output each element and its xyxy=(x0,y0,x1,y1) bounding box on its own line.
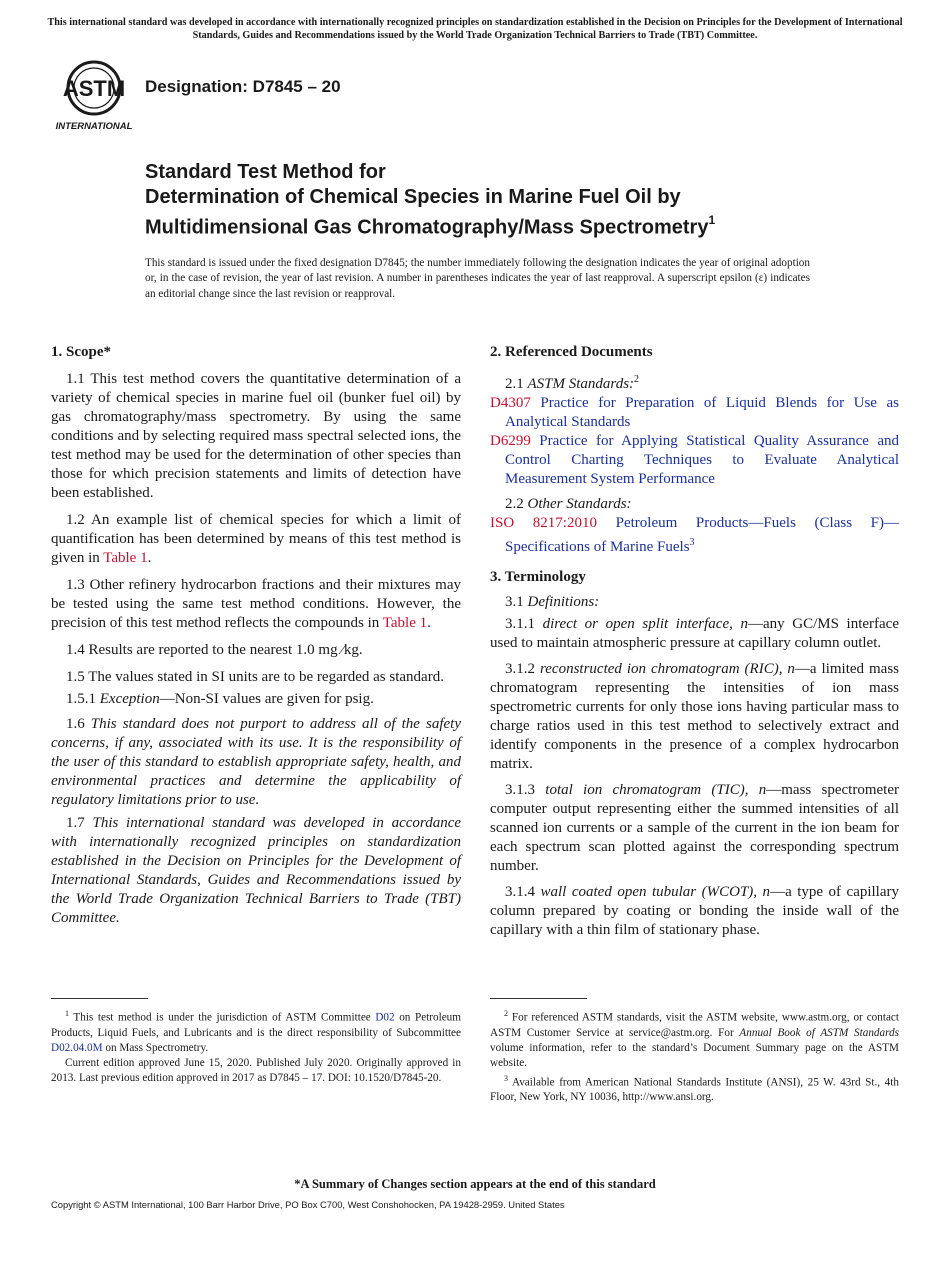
table-1-link[interactable]: Table 1 xyxy=(382,615,428,631)
footnotes-left xyxy=(51,1006,461,1086)
astm-standards-label: 2.1 ASTM Standards:$^2$ xyxy=(505,374,640,392)
definition-3-1-2: 3.1.2 reconstructed ion chromatogram (RIC), n—a limited mass chromatogram representing the intensities of ion mass spectrometric currents for only those ions having particular mass to charge ratios used in this test method to selectively extract and identify components in the presence of a complex hydrocarbon matrix. xyxy=(490,661,899,772)
committee-d02-link[interactable]: D02 xyxy=(375,1011,395,1024)
section-heading: 2. Referenced Documents xyxy=(490,344,653,360)
definition-3-1-3: 3.1.3 total ion chromatogram (TIC), n—mass spectrometer computer output representing either the summed intensities of all scanned ion currents or a sample of the current in the ion beam for each spectrum scan plotted against the corresponding spectrum number. xyxy=(490,782,899,874)
other-standards-label: 2.2 Other Standards: xyxy=(505,496,632,512)
subcommittee-link[interactable]: D02.04.0M xyxy=(51,1041,103,1054)
tbt-notice: This international standard was developed in accordance with internationally recognized principles on standardization established in the Decision on Principles for the Development of International Standards, Guides and Recommendations issued by the World Trade Organization Technical Barriers to Trade (TBT) Committee. xyxy=(47,17,903,41)
document-title: Standard Test Method for Determination of Chemical Species in Marine Fuel Oil by Multidimensional Gas Chromatography/Mass Spectrometry$^1$ xyxy=(145,161,716,239)
svg-text:ASTM: ASTM xyxy=(62,76,126,101)
referenced-documents-section xyxy=(490,343,899,557)
paragraph-1-6: 1.6 This standard does not purport to address all of the safety concerns, if any, associated with its use. It is the responsibility of the user of this standard to establish appropriate safety, health, and environmental practices and determine the applicability of regulatory limitations prior to use. xyxy=(51,716,461,808)
reference-iso-8217[interactable]: ISO 8217:2010 Petroleum Products—Fuels (Class F)—Specifications of Marine Fuels$^3$ xyxy=(490,515,900,555)
footnotes-right xyxy=(490,1006,899,1105)
footnote-2: $^2$ For referenced ASTM standards, visit the ASTM website, www.astm.org, or contact ASTM Customer Service at service@astm.org. For Annual Book of ASTM Standards volume information, refer to the standard’s Document Summary page on the ASTM website. xyxy=(490,1009,899,1069)
footnote-divider xyxy=(490,998,587,999)
definitions-label: 3.1 Definitions: xyxy=(505,594,600,610)
section-heading: 1. Scope* xyxy=(51,344,111,360)
section-heading: 3. Terminology xyxy=(490,569,586,585)
paragraph-1-5-1: 1.5.1 Exception—Non-SI values are given for psig. xyxy=(66,691,374,707)
designation: Designation: D7845 – 20 xyxy=(145,77,341,96)
astm-logo xyxy=(52,58,136,134)
issuance-note: This standard is issued under the fixed designation D7845; the number immediately following the designation indicates the year of original adoption or, in the case of revision, the year of last revision. A number in parentheses indicates the year of last reapproval. A superscript epsilon (ε) indicates an editorial change since the last revision or reapproval. xyxy=(145,257,810,300)
table-1-link[interactable]: Table 1 xyxy=(103,550,148,566)
definition-3-1-4: 3.1.4 wall coated open tubular (WCOT), n—a type of capillary column prepared by coating or bonding the inside wall of the capillary with a thin film of stationary phase. xyxy=(490,884,900,938)
paragraph-1-4: 1.4 Results are reported to the nearest 1.0 mg ⁄kg. xyxy=(66,642,363,658)
paragraph-1-7: 1.7 This international standard was developed in accordance with internationally recognized principles on standardization established in the Decision on Principles for the Development of International Standards, Guides and Recommendations issued by the World Trade Organization Technical Barriers to Trade (TBT) Committee. xyxy=(51,815,462,926)
paragraph-1-2: 1.2 An example list of chemical species for which a limit of quantification has been determined by means of this test method is given in Table 1. xyxy=(51,512,461,566)
reference-d4307[interactable]: D4307 Practice for Preparation of Liquid Blends for Use as Analytical Standards xyxy=(490,395,899,430)
paragraph-1-3: 1.3 Other refinery hydrocarbon fractions and their mixtures may be tested using the same test method conditions. However, the precision of this test method reflects the compounds in Table 1. xyxy=(51,577,461,631)
footnote-3: $^3$ Available from American National Standards Institute (ANSI), 25 W. 43rd St., 4th Floor, New York, NY 10036, http://www.ansi.org. xyxy=(490,1073,899,1104)
svg-text:INTERNATIONAL: INTERNATIONAL xyxy=(55,121,133,132)
terminology-section xyxy=(490,568,899,940)
summary-of-changes-note: *A Summary of Changes section appears at the end of this standard xyxy=(294,1177,656,1191)
copyright: Copyright © ASTM International, 100 Barr Harbor Drive, PO Box C700, West Conshohocken, PA 19428-2959. United States xyxy=(51,1199,565,1210)
footnote-divider xyxy=(51,998,148,999)
definition-3-1-1: 3.1.1 direct or open split interface, n—any GC/MS interface used to maintain atmospheric pressure at capillary column outlet. xyxy=(490,616,899,651)
paragraph-1-5: 1.5 The values stated in SI units are to be regarded as standard. xyxy=(66,669,444,685)
footnote-1: $^1$ This test method is under the jurisdiction of ASTM Committee D02 on Petroleum Products, Liquid Fuels, and Lubricants and is the direct responsibility of Subcommittee D02.04.0M on Mass Spectrometry. xyxy=(51,1009,461,1054)
paragraph-1-1: 1.1 This test method covers the quantitative determination of a variety of chemical species in marine fuel oil (bunker fuel oil) by gas chromatography/mass spectrometry. By using the same conditions and by selecting required mass spectral selected ions, the test method may be used for the determination of other species than those for which precision statements and limits of detection have been established. xyxy=(51,371,461,501)
reference-d6299[interactable]: D6299 Practice for Applying Statistical Quality Assurance and Control Charting Techniques to Evaluate Analytical Measurement System Performance xyxy=(490,433,899,487)
edition-note: Current edition approved June 15, 2020. Published July 2020. Originally approved in 2013. Last previous edition approved in 2017 as D7845 – 17. DOI: 10.1520/D7845-20. xyxy=(51,1056,461,1084)
scope-section xyxy=(51,343,461,928)
